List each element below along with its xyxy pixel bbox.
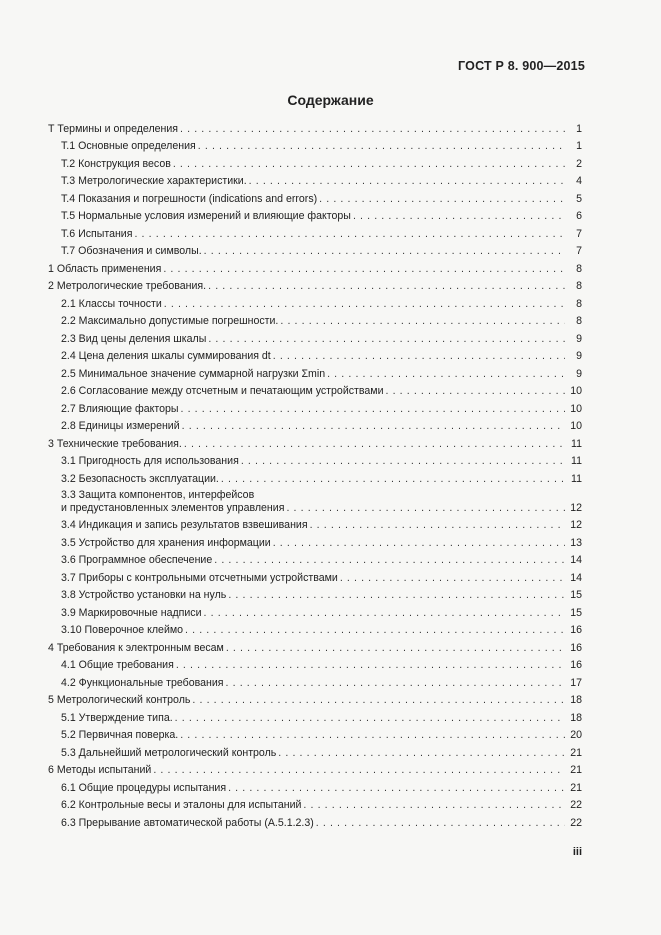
toc-entry-title: 3.7 Приборы с контрольными отсчетными устройствами (61, 571, 338, 584)
toc-entry[interactable] (48, 276, 582, 294)
toc-entry[interactable] (48, 241, 582, 259)
toc-entry-title: 3.4 Индикация и запись результатов взвешивания (61, 519, 308, 531)
toc-entry[interactable] (48, 398, 582, 416)
toc-entry[interactable] (48, 258, 582, 276)
toc-entry-page: 8 (576, 297, 582, 310)
toc-entry[interactable] (48, 690, 582, 708)
toc-entry[interactable] (48, 363, 582, 381)
toc-entry-title: 6.3 Прерывание автоматической работы (А.5.1.2.3) (61, 816, 314, 829)
dot-leader (175, 712, 565, 725)
toc-entry[interactable] (48, 311, 582, 329)
toc-entry-page: 21 (570, 746, 582, 759)
toc-entry[interactable] (48, 602, 582, 620)
dot-leader (249, 175, 565, 188)
table-of-contents (48, 118, 582, 830)
toc-entry-page: 1 (576, 122, 582, 135)
toc-entry-title: 3 Технические требования. (48, 437, 182, 450)
toc-entry[interactable] (48, 742, 582, 760)
toc-entry[interactable] (48, 171, 582, 189)
dot-leader (340, 572, 565, 585)
dot-leader (182, 420, 565, 433)
dot-leader (221, 473, 565, 486)
toc-entry-page: 9 (576, 367, 582, 380)
toc-entry-title: Т.5 Нормальные условия измерений и влияющие факторы (61, 210, 351, 222)
toc-entry-page: 9 (576, 350, 582, 362)
toc-entry[interactable] (48, 637, 582, 655)
toc-entry[interactable] (48, 451, 582, 469)
dot-leader (176, 659, 565, 672)
toc-entry-page: 21 (570, 764, 582, 776)
dot-leader (204, 607, 565, 620)
toc-entry[interactable] (48, 795, 582, 813)
toc-entry-title: 3.9 Маркировочные надписи (61, 606, 202, 619)
dot-leader (241, 455, 565, 468)
toc-entry-title: 2.7 Влияющие факторы (61, 402, 179, 415)
toc-entry[interactable] (48, 433, 582, 451)
toc-entry-title: 2.2 Максимально допустимые погрешности. (61, 315, 279, 327)
dot-leader (214, 554, 565, 567)
toc-entry[interactable] (48, 346, 582, 364)
toc-entry-title: 3.8 Устройство установки на нуль (61, 589, 227, 601)
toc-entry[interactable] (48, 672, 582, 690)
dot-leader (180, 403, 565, 416)
dot-leader (198, 140, 565, 153)
toc-entry-page: 4 (576, 175, 582, 187)
dot-leader (208, 280, 565, 293)
toc-entry-title: 3.2 Безопасность эксплуатации. (61, 472, 219, 485)
dot-leader (353, 210, 565, 223)
toc-entry[interactable] (48, 707, 582, 725)
toc-entry[interactable] (48, 468, 582, 486)
toc-entry-title: Т.7 Обозначения и символы. (61, 245, 202, 257)
toc-entry-page: 15 (570, 589, 582, 601)
dot-leader (226, 677, 565, 690)
toc-entry[interactable] (48, 812, 582, 830)
toc-entry-title: 6.1 Общие процедуры испытания (61, 781, 227, 794)
toc-entry-title: 5.3 Дальнейший метрологический контроль (61, 746, 277, 759)
toc-entry-page: 6 (576, 210, 582, 222)
toc-entry-page: 18 (570, 694, 582, 706)
dot-leader (316, 817, 565, 830)
toc-entry[interactable] (48, 550, 582, 568)
toc-entry[interactable] (48, 153, 582, 171)
toc-entry-page: 10 (570, 420, 582, 432)
toc-entry-title: Т.3 Метрологические характеристики. (61, 175, 247, 187)
toc-entry-title: 5 Метрологический контроль (48, 694, 191, 706)
dot-leader (185, 624, 565, 637)
toc-entry[interactable] (48, 515, 582, 533)
toc-entry-page: 8 (576, 280, 582, 292)
dot-leader (184, 438, 565, 451)
toc-entry-page: 11 (571, 437, 582, 450)
toc-entry[interactable] (48, 188, 582, 206)
toc-entry[interactable] (48, 328, 582, 346)
toc-entry-page: 18 (570, 711, 582, 724)
dot-leader (303, 799, 565, 812)
toc-entry[interactable] (48, 381, 582, 399)
toc-entry-title: 2 Метрологические требования. (48, 280, 207, 292)
toc-entry-page: 1 (576, 140, 582, 152)
dot-leader (319, 193, 565, 206)
toc-entry-title: 2.3 Вид цены деления шкалы (61, 332, 207, 345)
toc-entry-page: 14 (570, 554, 582, 566)
toc-entry-title: 4 Требования к электронным весам (48, 641, 224, 654)
toc-entry-title: 4.2 Функциональные требования (61, 676, 224, 689)
toc-entry[interactable] (48, 725, 582, 743)
toc-entry-title: 5.1 Утверждение типа. (61, 711, 173, 724)
toc-entry-title: 2.4 Цена деления шкалы суммирования dt (61, 350, 271, 362)
dot-leader (204, 245, 565, 258)
toc-entry-page: 16 (570, 659, 582, 671)
toc-entry[interactable] (48, 136, 582, 154)
toc-entry-page: 16 (570, 641, 582, 654)
toc-entry-title: 3.10 Поверочное клеймо (61, 624, 184, 636)
dot-leader (280, 315, 565, 328)
dot-leader (134, 228, 565, 241)
toc-entry-title: Т.4 Показания и погрешности (indications and errors) (61, 192, 318, 205)
dot-leader (153, 764, 565, 777)
toc-entry-page: 7 (576, 227, 582, 240)
dot-leader (180, 729, 565, 742)
dot-leader (192, 694, 565, 707)
toc-entry-page: 11 (571, 455, 582, 467)
dot-leader (273, 537, 565, 550)
toc-entry-title: 3.6 Программное обеспечение (61, 554, 213, 566)
toc-entry[interactable] (48, 532, 582, 550)
toc-entry[interactable] (48, 206, 582, 224)
toc-entry-page: 8 (576, 315, 582, 327)
toc-entry-page: 2 (576, 157, 582, 170)
dot-leader (386, 385, 566, 398)
toc-entry-title: 3.5 Устройство для хранения информации (61, 536, 271, 549)
toc-entry-title: 2.8 Единицы измерений (61, 420, 180, 432)
toc-entry[interactable] (48, 620, 582, 638)
toc-entry-title: 6.2 Контрольные весы и эталоны для испытаний (61, 799, 302, 811)
toc-entry[interactable] (48, 760, 582, 778)
dot-leader (273, 350, 565, 363)
toc-entry-title: 2.6 Согласование между отсчетным и печатающим устройствами (61, 385, 384, 397)
page-title: Содержание (287, 92, 374, 108)
toc-entry-title: 4.1 Общие требования (61, 659, 174, 671)
dot-leader (310, 519, 565, 532)
toc-entry-title: Т Термины и определения (48, 122, 179, 135)
standard-code: ГОСТ Р 8. 900—2015 (458, 59, 585, 73)
toc-entry-title: Т.1 Основные определения (61, 140, 196, 152)
toc-entry[interactable] (48, 486, 582, 515)
toc-entry[interactable] (48, 293, 582, 311)
toc-entry[interactable] (48, 567, 582, 585)
toc-entry-title: 5.2 Первичная поверка. (61, 729, 179, 741)
toc-entry-page: 7 (576, 245, 582, 257)
dot-leader (327, 368, 565, 381)
dot-leader (286, 502, 565, 515)
toc-entry-page: 9 (576, 332, 582, 345)
toc-entry-title: 6 Методы испытаний (48, 764, 152, 776)
toc-entry-title: 3.3 Защита компонентов, интерфейсов и предустановленных элементов управления (61, 488, 285, 514)
page-number: iii (572, 846, 582, 858)
toc-entry-page: 10 (570, 402, 582, 415)
toc-entry[interactable] (48, 655, 582, 673)
toc-entry-page: 20 (570, 729, 582, 741)
toc-entry-page: 8 (576, 262, 582, 275)
toc-entry[interactable] (48, 223, 582, 241)
toc-entry-page: 10 (570, 385, 582, 397)
toc-entry-page: 16 (570, 624, 582, 636)
dot-leader (173, 158, 565, 171)
toc-entry[interactable] (48, 585, 582, 603)
toc-entry-page: 22 (570, 799, 582, 811)
toc-entry-page: 15 (570, 606, 582, 619)
toc-entry-page: 11 (571, 472, 582, 485)
toc-entry-page: 21 (570, 781, 582, 794)
toc-entry[interactable] (48, 118, 582, 136)
toc-entry-title: Т.2 Конструкция весов (61, 157, 171, 170)
toc-entry[interactable] (48, 777, 582, 795)
dot-leader (278, 747, 565, 760)
dot-leader (164, 298, 565, 311)
toc-entry[interactable] (48, 416, 582, 434)
dot-leader (228, 589, 565, 602)
toc-entry-page: 17 (570, 676, 582, 689)
toc-entry-title: Т.6 Испытания (61, 227, 133, 240)
toc-entry-page: 12 (570, 501, 582, 514)
toc-entry-title: 2.1 Классы точности (61, 297, 162, 310)
toc-entry-page: 12 (570, 519, 582, 531)
dot-leader (228, 782, 565, 795)
dot-leader (226, 642, 565, 655)
toc-entry-page: 14 (570, 571, 582, 584)
dot-leader (208, 333, 565, 346)
toc-entry-page: 5 (576, 192, 582, 205)
toc-entry-page: 13 (570, 536, 582, 549)
dot-leader (163, 263, 565, 276)
dot-leader (180, 123, 565, 136)
toc-entry-title: 1 Область применения (48, 262, 162, 275)
toc-entry-title: 3.1 Пригодность для использования (61, 455, 239, 467)
toc-entry-title: 2.5 Минимальное значение суммарной нагрузки Σmin (61, 367, 326, 380)
toc-entry-page: 22 (570, 816, 582, 829)
